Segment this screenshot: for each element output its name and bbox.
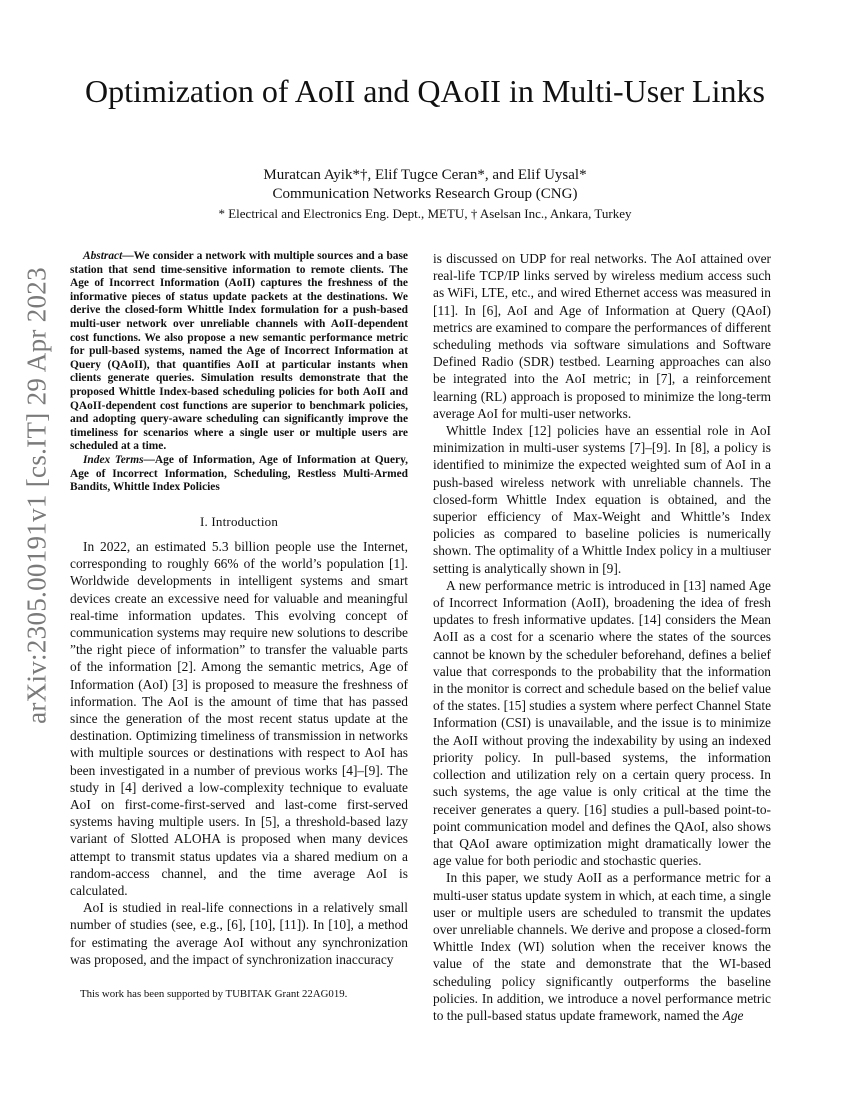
- abstract: [70, 250, 408, 454]
- author-names: Muratcan Ayik*†, Elif Tugce Ceran*, and Elif Uysal*: [263, 167, 587, 183]
- research-group: Communication Networks Research Group (CNG): [272, 186, 578, 202]
- intro-paragraph-3: is discussed on UDP for real networks. The AoI attained over real-life TCP/IP links served by wireless medium access such as WiFi, LTE, etc., and wired Ethernet access was measured in [11]. In [6], AoI and Age of Information at Query (QAoI) metrics are examined to compare the performances of different scheduling methods via software simulations and Software Defined Radio (SDR) testbed. Learning approaches can also be integrated into the AoI metric; in [7], a reinforcement learning (RL) approach is proposed to minimize the long-term average AoI for multi-user networks.: [433, 251, 771, 421]
- index-terms: [70, 454, 408, 495]
- intro-paragraph-2: AoI is studied in real-life connections in a relatively small number of studies (see, e.g., [6], [10], [11]). In [10], a method for estimating the average AoI without any synchronization was proposed, and the impact of synchronization inaccuracy: [70, 900, 408, 967]
- index-terms-label: Index Terms: [83, 453, 144, 466]
- affiliations: * Electrical and Electronics Eng. Dept., METU, † Aselsan Inc., Ankara, Turkey: [218, 206, 632, 221]
- abstract-label: Abstract: [83, 250, 123, 262]
- intro-paragraph-6: [433, 869, 771, 1024]
- paper-title: Optimization of AoII and QAoII in Multi-User Links: [85, 73, 765, 109]
- right-column: [433, 250, 771, 1024]
- intro-paragraph-4: Whittle Index [12] policies have an essential role in AoI minimization in multi-user systems [7]–[9]. In [8], a policy is identified to minimize the expected weighted sum of AoI in a push-based wireless network with unreliable channels. The closed-form Whittle Index equation is obtained, and the superior efficiency of Max-Weight and Whittle’s Index policies as compared to baseline policies is numerically shown. The optimality of a Whittle Index policy in a multiuser setting is analytically shown in [9].: [433, 423, 771, 576]
- abstract-text: —We consider a network with multiple sources and a base station that send time-sensitive information to remote clients. The Age of Incorrect Information (AoII) captures the freshness of the informative pieces of status update packets at the destinations. We derive the closed-form Whittle Index formulation for a push-based multi-user network over unreliable channels with AoII-dependent cost functions. We also propose a new semantic performance metric for pull-based systems, named the Age of Incorrect Information at Query (QAoII), that quantifies AoII at particular instants when clients generate queries. Simulation results demonstrate that the proposed Whittle Index-based scheduling policies for both AoII and QAoII-dependent cost functions are superior to benchmark policies, and adopting query-aware scheduling can significantly improve the timeliness for scenarios where a single user or multiple users are scheduled at a time.: [70, 250, 408, 453]
- left-column: [70, 250, 408, 968]
- paragraph-6-emphasis: Age: [722, 1007, 744, 1023]
- section-heading-introduction: I. Introduction: [199, 513, 279, 529]
- arxiv-sidebar: [12, 267, 62, 724]
- funding-footnote: This work has been supported by TUBITAK Grant 22AG019.: [80, 988, 348, 1000]
- arxiv-identifier: arXiv:2305.00191v1 [cs.IT] 29 Apr 2023: [21, 267, 52, 724]
- author-block: [60, 166, 790, 223]
- index-terms-text: —Age of Information, Age of Information at Query, Age of Incorrect Information, Scheduling, Restless Multi-Armed Bandits, Whittle Index Policies: [70, 453, 408, 494]
- intro-paragraph-1: In 2022, an estimated 5.3 billion people use the Internet, corresponding to roughly 66% of the world’s population [1]. Worldwide developments in intelligent systems and smart devices create an excessive need for valuable and meaningful real-time information updates. This evolving concept of communication systems may require new solutions to describe ”the right piece of information” to transfer the valuable parts of the information [2]. Among the semantic metrics, Age of Information (AoI) [3] is proposed to measure the freshness of information. The AoI is the amount of time that has passed since the generation of the most recent status update at the destination. Optimizing timeliness of transmission in networks with multiple sources or destinations with respect to AoI has been investigated in a number of previous works [4]–[9]. The study in [4] derived a low-complexity technique to evaluate AoI on first-come-first-served and last-come first-served systems having multiple users. In [5], a threshold-based lazy variant of Slotted ALOHA is proposed when many devices attempt to transmit status updates via a shared medium on a random-access channel, and the time average AoI is calculated.: [70, 538, 408, 898]
- paragraph-6-text: In this paper, we study AoII as a performance metric for a multi-user status update system in which, at each time, a single user or multiple users are scheduled to transmit the updates over unreliable channels. We derive and propose a closed-form Whittle Index (WI) solution when the receiver knows the value of the state and demonstrate that the WI-based scheduling policy significantly outperforms the baseline policies. In addition, we introduce a novel performance metric to the pull-based status update framework, named the: [433, 870, 771, 1023]
- intro-paragraph-5: A new performance metric is introduced in [13] named Age of Incorrect Information (AoII), broadening the idea of fresh updates to fresh informative updates. [14] considers the Mean AoII as a cost for a scenario where the states of the sources cannot be known by the scheduler beforehand, defines a belief value that corresponds to the probability that the information in the monitor is correct and schedule based on the belief value of the states. [15] studies a system where perfect Channel State Information (CSI) is unavailable, and the issue is to minimize the AoII without proving the indexability by using an indexed priority policy. In pull-based systems, the information collection and utilization rely on a certain query process. In such systems, the age value is only critical at the time the receiver generates a query. [16] studies a pull-based point-to-point communication model and defines the QAoI, also shows that QAoI aware optimization might dramatically lower the age value for both periodic and stochastic queries.: [433, 577, 772, 869]
